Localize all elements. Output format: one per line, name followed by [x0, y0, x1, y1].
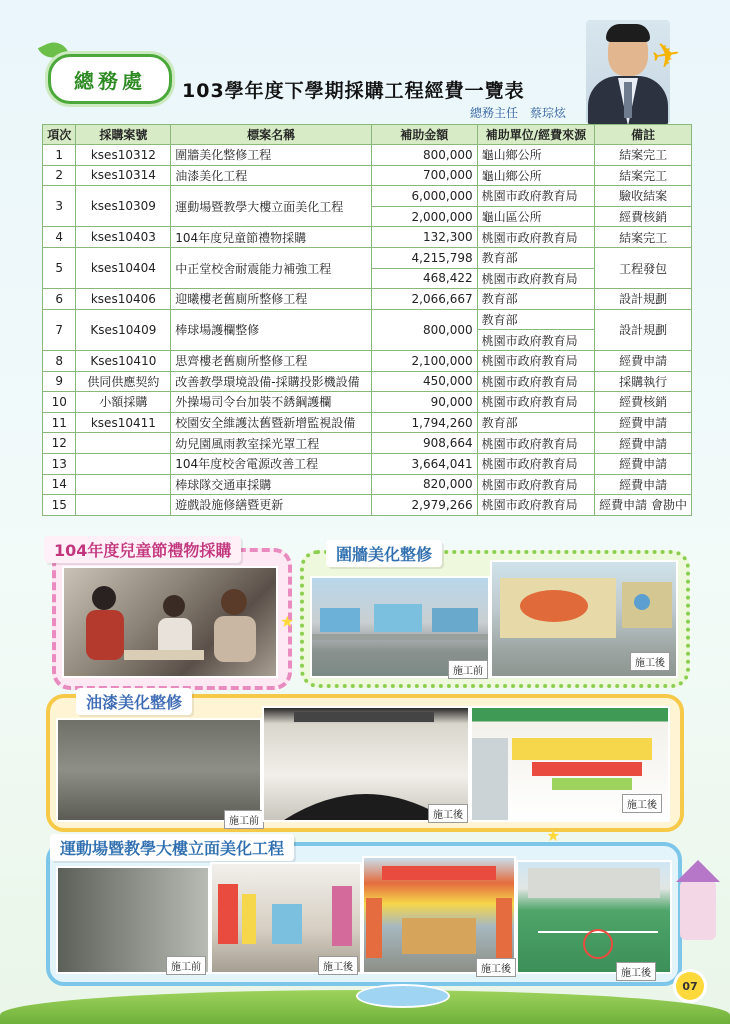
cell-code: kses10403 [76, 227, 171, 248]
cell-source: 桃園市政府教育局 [477, 392, 595, 413]
table-row [43, 433, 692, 454]
director-line [470, 104, 566, 121]
table-row [43, 309, 692, 330]
house-decoration [680, 880, 716, 940]
cell-source: 教育部 [477, 289, 595, 310]
cell-no: 15 [43, 495, 76, 516]
cell-note: 結案完工 [595, 227, 692, 248]
cell-note: 結案完工 [595, 145, 692, 166]
col-header-name: 標案名稱 [171, 125, 372, 145]
table-row [43, 412, 692, 433]
cell-source: 桃園市政府教育局 [477, 186, 595, 207]
cell-note: 經費核銷 [595, 206, 692, 227]
cell-note: 經費申請 會勘中 [595, 495, 692, 516]
cell-amount: 90,000 [371, 392, 477, 413]
cell-source: 桃園市政府教育局 [477, 371, 595, 392]
cell-name: 油漆美化工程 [171, 165, 372, 186]
page-title: 103學年度下學期採購工程經費一覽表 [182, 80, 525, 102]
table-row [43, 453, 692, 474]
cell-source: 龜山區公所 [477, 206, 595, 227]
table-row [43, 145, 692, 166]
gift-section-title: 104年度兒童節禮物採購 [44, 536, 241, 563]
cell-source: 教育部 [477, 412, 595, 433]
cell-note: 經費核銷 [595, 392, 692, 413]
table-row [43, 371, 692, 392]
cell-name: 幼兒園風雨教室採光罩工程 [171, 433, 372, 454]
sports-after-photo-2 [362, 856, 516, 974]
cell-no: 10 [43, 392, 76, 413]
cell-no: 11 [43, 412, 76, 433]
cell-no: 7 [43, 309, 76, 350]
col-header-code: 採購案號 [76, 125, 171, 145]
cell-no: 12 [43, 433, 76, 454]
cell-note: 採購執行 [595, 371, 692, 392]
cell-amount: 132,300 [371, 227, 477, 248]
cell-name: 104年度兒童節禮物採購 [171, 227, 372, 248]
paper-plane-icon: ✈ [648, 33, 684, 79]
cell-source: 桃園市政府教育局 [477, 350, 595, 371]
paint-after-label-1: 施工後 [428, 804, 468, 823]
cell-name: 思齊樓老舊廁所整修工程 [171, 350, 372, 371]
cell-code: kses10312 [76, 145, 171, 166]
cell-source: 龜山鄉公所 [477, 165, 595, 186]
col-header-note: 備註 [595, 125, 692, 145]
gift-photo [62, 566, 278, 678]
sports-section-title: 運動場暨教學大樓立面美化工程 [50, 834, 294, 861]
table-row [43, 165, 692, 186]
cell-code: kses10404 [76, 247, 171, 288]
paint-before-photo [56, 718, 262, 822]
cell-source: 桃園市政府教育局 [477, 453, 595, 474]
cell-source: 教育部 [477, 247, 595, 268]
cell-no: 6 [43, 289, 76, 310]
cell-code: 小額採購 [76, 392, 171, 413]
cell-name: 棒球場護欄整修 [171, 309, 372, 350]
cell-no: 8 [43, 350, 76, 371]
cell-amount: 2,066,667 [371, 289, 477, 310]
cell-amount: 468,422 [371, 268, 477, 289]
cell-name: 中正堂校舍耐震能力補強工程 [171, 247, 372, 288]
procurement-table [42, 124, 692, 516]
cell-amount: 800,000 [371, 145, 477, 166]
table-header-row [43, 125, 692, 145]
cell-no: 9 [43, 371, 76, 392]
cell-code: kses10314 [76, 165, 171, 186]
cell-code: kses10411 [76, 412, 171, 433]
cell-code: 供同供應契約 [76, 371, 171, 392]
cell-code: Kses10410 [76, 350, 171, 371]
table-body [43, 145, 692, 516]
cell-no: 5 [43, 247, 76, 288]
cell-source: 桃園市政府教育局 [477, 474, 595, 495]
dept-badge: 總務處 [48, 54, 172, 104]
cell-amount: 4,215,798 [371, 247, 477, 268]
cell-amount: 2,000,000 [371, 206, 477, 227]
pond-decoration [356, 984, 450, 1008]
cell-note: 經費申請 [595, 350, 692, 371]
cell-source: 桃園市政府教育局 [477, 268, 595, 289]
cell-source: 龜山鄉公所 [477, 145, 595, 166]
cell-no: 13 [43, 453, 76, 474]
cell-amount: 6,000,000 [371, 186, 477, 207]
building-facade-illustration [364, 858, 514, 972]
table-row [43, 186, 692, 207]
cell-amount: 800,000 [371, 309, 477, 350]
table-row [43, 247, 692, 268]
cell-note: 經費申請 [595, 453, 692, 474]
cell-no: 1 [43, 145, 76, 166]
wall-before-label: 施工前 [448, 660, 488, 679]
sports-after-label-1: 施工後 [318, 956, 358, 975]
cell-name: 棒球隊交通車採購 [171, 474, 372, 495]
cell-amount: 2,100,000 [371, 350, 477, 371]
page-number: 07 [676, 972, 704, 1000]
cell-name: 外操場司令台加裝不銹鋼護欄 [171, 392, 372, 413]
wall-after-label: 施工後 [630, 652, 670, 671]
cell-code: kses10406 [76, 289, 171, 310]
cell-source: 桃園市政府教育局 [477, 433, 595, 454]
table-row [43, 350, 692, 371]
cell-amount: 450,000 [371, 371, 477, 392]
sports-after-label-2: 施工後 [476, 958, 516, 977]
cell-note: 經費申請 [595, 433, 692, 454]
table-row [43, 392, 692, 413]
cell-code [76, 495, 171, 516]
col-header-no: 項次 [43, 125, 76, 145]
cell-amount: 1,794,260 [371, 412, 477, 433]
cell-note: 經費申請 [595, 474, 692, 495]
cell-source: 桃園市政府教育局 [477, 495, 595, 516]
cell-no: 3 [43, 186, 76, 227]
cell-amount: 2,979,266 [371, 495, 477, 516]
cell-no: 2 [43, 165, 76, 186]
cell-source: 教育部 [477, 309, 595, 330]
cell-note: 設計規劃 [595, 289, 692, 310]
paint-section-title: 油漆美化整修 [76, 688, 192, 715]
cell-code [76, 433, 171, 454]
cell-code [76, 453, 171, 474]
cell-note: 設計規劃 [595, 309, 692, 350]
cell-amount: 820,000 [371, 474, 477, 495]
sports-after-label-3: 施工後 [616, 962, 656, 981]
col-header-source: 補助單位/經費來源 [477, 125, 595, 145]
star-icon: ★ [280, 612, 295, 631]
cell-no: 4 [43, 227, 76, 248]
sports-before-label: 施工前 [166, 956, 206, 975]
sports-after-photo-3 [516, 860, 672, 974]
table-row [43, 474, 692, 495]
cell-name: 改善教學環境設備-採購投影機設備 [171, 371, 372, 392]
cell-amount: 700,000 [371, 165, 477, 186]
paint-before-label: 施工前 [224, 810, 264, 829]
cell-source: 桃園市政府教育局 [477, 330, 595, 351]
director-name: 蔡琮炫 [530, 106, 567, 120]
cell-note: 工程發包 [595, 247, 692, 288]
cell-code: kses10309 [76, 186, 171, 227]
director-role: 總務主任 [470, 106, 519, 120]
cell-name: 104年度校舍電源改善工程 [171, 453, 372, 474]
cell-note: 結案完工 [595, 165, 692, 186]
paint-after-label-2: 施工後 [622, 794, 662, 813]
table-row [43, 227, 692, 248]
cell-no: 14 [43, 474, 76, 495]
cell-name: 圍牆美化整修工程 [171, 145, 372, 166]
wall-section-title: 圍牆美化整修 [326, 540, 442, 567]
cell-amount: 3,664,041 [371, 453, 477, 474]
cell-source: 桃園市政府教育局 [477, 227, 595, 248]
cell-code: Kses10409 [76, 309, 171, 350]
cell-note: 驗收結案 [595, 186, 692, 207]
people-illustration [64, 568, 276, 676]
star-icon: ★ [546, 826, 561, 845]
col-header-amount: 補助金額 [371, 125, 477, 145]
cell-amount: 908,664 [371, 433, 477, 454]
cell-name: 運動場暨教學大樓立面美化工程 [171, 186, 372, 227]
table-row [43, 289, 692, 310]
cell-name: 遊戲設施修繕暨更新 [171, 495, 372, 516]
cell-note: 經費申請 [595, 412, 692, 433]
cell-code [76, 474, 171, 495]
cell-name: 迎曦樓老舊廁所整修工程 [171, 289, 372, 310]
court-illustration [518, 862, 670, 972]
table-row [43, 495, 692, 516]
cell-name: 校園安全維護汰舊暨新增監視設備 [171, 412, 372, 433]
